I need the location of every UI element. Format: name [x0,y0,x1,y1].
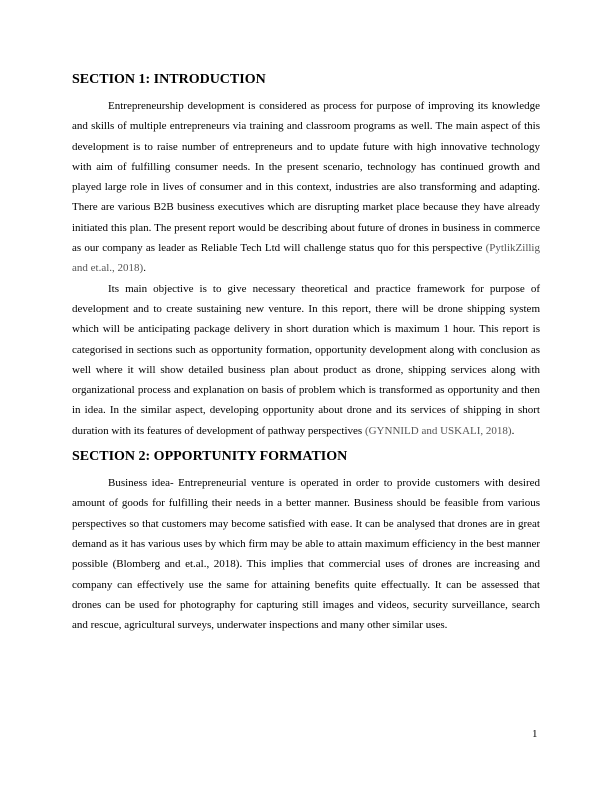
section1-paragraph-1 [72,96,540,279]
section1-p2-end: . [511,424,515,437]
section1-paragraph-2 [72,279,540,441]
section1-p2-citation: (GYNNILD and USKALI, 2018) [364,424,512,437]
section1-p2-text: Its main objective is to give necessary theoretical and practice framework for purpose of development and to create sustaining new venture. In this report, there will be drone shipping system which will be anticipating package delivery in short duration which is maximum 1 hour. This report is categorised in sections such as opportunity formation, opportunity development along with conclusion as well where it will show detailed business plan about product as drone, shipping services along with organizational process and explanation on basis of problem which is transformed as opportunity and then in idea. In the similar aspect, developing opportunity about drone and its services of shipping in short duration with its features of development of pathway perspectives [72,282,540,437]
page-content [72,70,540,635]
section2-paragraph-1: Business idea- Entrepreneurial venture is operated in order to provide customers with desired amount of goods for fulfilling their needs in a better manner. Business should be feasible from various perspectives so that customers may become satisfied with ease. It can be analysed that drones are in great demand as it has various uses by which firm may be able to attain maximum efficiency in the best manner possible (Blomberg and et.al., 2018). This implies that commercial uses of drones are increasing and company can effectively use the same for attaining benefits quite effectually. It can be assessed that drones can be used for photography for capturing still images and videos, security surveillance, search and rescue, agricultural surveys, underwater inspections and many other similar uses. [72,477,540,632]
section2-heading: SECTION 2: OPPORTUNITY FORMATION [72,449,348,465]
page-number: 1 [532,728,538,740]
section1-p1-end: . [143,262,146,275]
section1-p1-text: Entrepreneurship development is considered as process for purpose of improving its knowledge and skills of multiple entrepreneurs via training and classroom programs as well. The main aspect of this development is to raise number of entrepreneurs and to update future with high innovative technology with aim of fulfilling consumer needs. In the present scenario, technology has continued growth and played large role in lives of consumer and in this context, industries are also transforming and adapting. There are various B2B business executives which are disrupting market place because they have already initiated this plan. The present report would be describing about future of drones in business in commerce as our company as leader as Reliable Tech Ltd will challenge status quo for this perspective [72,100,540,255]
section1-heading: SECTION 1: INTRODUCTION [72,72,266,87]
section1-p1-citation: (PytlikZillig and et.al., 2018) [72,242,540,275]
